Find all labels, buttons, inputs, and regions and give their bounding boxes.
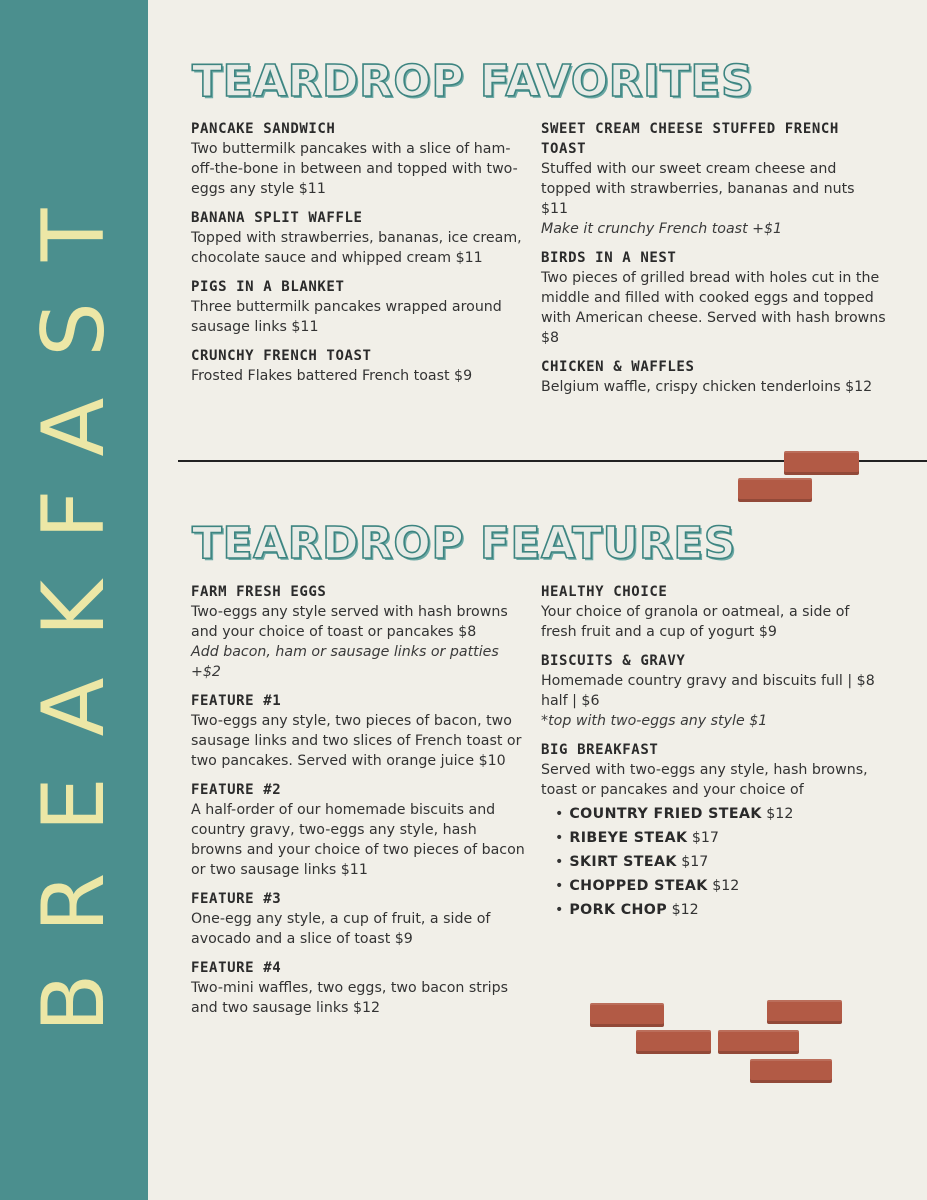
brick-decoration — [784, 451, 859, 475]
menu-item — [191, 119, 531, 199]
features-title: TEARDROP FEATURES — [192, 518, 736, 569]
menu-item-name: PIGS IN A BLANKET — [191, 279, 345, 295]
menu-item-name: SWEET CREAM CHEESE STUFFED FRENCH TOAST — [541, 121, 839, 157]
option-item — [555, 874, 886, 898]
brick-decoration — [767, 1000, 842, 1024]
menu-item-name: FARM FRESH EGGS — [191, 584, 327, 600]
breakfast-vertical-title: BREAKFAST — [24, 167, 124, 1033]
option-item — [555, 826, 886, 850]
brick-decoration — [590, 1003, 664, 1027]
menu-item-description: Two-mini waffles, two eggs, two bacon strips and two sausage links $12 — [191, 980, 509, 1016]
menu-item-description: One-egg any style, a cup of fruit, a side of avocado and a slice of toast $9 — [191, 911, 491, 947]
menu-item — [541, 119, 886, 239]
menu-item-note: *top with two-eggs any style $1 — [541, 713, 768, 729]
menu-item-name: BANANA SPLIT WAFFLE — [191, 210, 363, 226]
menu-item-name: PANCAKE SANDWICH — [191, 121, 336, 137]
option-item — [555, 802, 886, 826]
option-list — [541, 802, 886, 922]
menu-item — [191, 889, 531, 949]
menu-item-name: BIG BREAKFAST — [541, 742, 659, 758]
menu-item — [191, 780, 531, 880]
menu-item-description: A half-order of our homemade biscuits and country gravy, two-eggs any style, hash browns and your choice of two pieces of bacon or two sausage links $11 — [191, 802, 525, 878]
menu-item-description: Frosted Flakes battered French toast $9 — [191, 368, 473, 384]
option-name: COUNTRY FRIED STEAK — [569, 806, 762, 822]
menu-item — [191, 277, 531, 337]
brick-decoration — [750, 1059, 832, 1083]
favorites-title: TEARDROP FAVORITES — [192, 56, 754, 107]
menu-item — [191, 346, 531, 386]
option-price: $17 — [681, 854, 709, 870]
menu-item — [191, 691, 531, 771]
option-item — [555, 850, 886, 874]
bullet-icon: • — [555, 854, 564, 870]
bullet-icon: • — [555, 806, 564, 822]
option-price: $17 — [691, 830, 719, 846]
menu-item-name: FEATURE #4 — [191, 960, 282, 976]
bullet-icon: • — [555, 878, 564, 894]
menu-item-note: Add bacon, ham or sausage links or patties +$2 — [191, 644, 499, 680]
option-price: $12 — [712, 878, 740, 894]
option-name: PORK CHOP — [569, 902, 668, 918]
option-name: CHOPPED STEAK — [569, 878, 708, 894]
features-left-column — [191, 582, 531, 1027]
option-item — [555, 898, 886, 922]
favorites-left-column — [191, 119, 531, 395]
menu-item — [191, 582, 531, 682]
menu-item-description: Served with two-eggs any style, hash browns, toast or pancakes and your choice of — [541, 762, 868, 798]
menu-item — [541, 740, 886, 922]
option-name: RIBEYE STEAK — [569, 830, 688, 846]
features-right-column — [541, 582, 886, 931]
bullet-icon: • — [555, 902, 564, 918]
menu-item-name: FEATURE #2 — [191, 782, 282, 798]
menu-item-name: FEATURE #3 — [191, 891, 282, 907]
menu-item-note: Make it crunchy French toast +$1 — [541, 221, 783, 237]
menu-item-name: CHICKEN & WAFFLES — [541, 359, 695, 375]
menu-item-description: Three buttermilk pancakes wrapped around sausage links $11 — [191, 299, 502, 335]
menu-item-description: Homemade country gravy and biscuits full | $8 half | $6 — [541, 673, 875, 709]
brick-decoration — [718, 1030, 799, 1054]
menu-item-name: CRUNCHY FRENCH TOAST — [191, 348, 372, 364]
menu-item-description: Stuffed with our sweet cream cheese and topped with strawberries, bananas and nuts $11 — [541, 161, 855, 217]
sidebar-band — [0, 0, 148, 1200]
menu-item-description: Belgium waffle, crispy chicken tenderloins $12 — [541, 379, 873, 395]
favorites-right-column — [541, 119, 886, 406]
menu-item-description: Topped with strawberries, bananas, ice cream, chocolate sauce and whipped cream $11 — [191, 230, 522, 266]
bullet-icon: • — [555, 830, 564, 846]
menu-item-description: Two-eggs any style served with hash browns and your choice of toast or pancakes $8 — [191, 604, 508, 640]
menu-item-name: FEATURE #1 — [191, 693, 282, 709]
menu-item — [541, 248, 886, 348]
menu-item-name: BISCUITS & GRAVY — [541, 653, 686, 669]
menu-item-description: Two buttermilk pancakes with a slice of ham-off-the-bone in between and topped with two-eggs any style $11 — [191, 141, 518, 197]
option-price: $12 — [766, 806, 794, 822]
option-name: SKIRT STEAK — [569, 854, 677, 870]
menu-item-description: Two pieces of grilled bread with holes cut in the middle and filled with cooked eggs and topped with American cheese. Served with hash browns $8 — [541, 270, 886, 346]
brick-decoration — [738, 478, 812, 502]
menu-item — [191, 958, 531, 1018]
menu-item-description: Two-eggs any style, two pieces of bacon, two sausage links and two slices of French toast or two pancakes. Served with orange juice $10 — [191, 713, 522, 769]
menu-item-name: BIRDS IN A NEST — [541, 250, 677, 266]
menu-item — [541, 582, 886, 642]
menu-item-description: Your choice of granola or oatmeal, a side of fresh fruit and a cup of yogurt $9 — [541, 604, 850, 640]
option-price: $12 — [671, 902, 699, 918]
brick-decoration — [636, 1030, 711, 1054]
menu-item — [191, 208, 531, 268]
menu-item — [541, 357, 886, 397]
menu-item — [541, 651, 886, 731]
menu-item-name: HEALTHY CHOICE — [541, 584, 668, 600]
